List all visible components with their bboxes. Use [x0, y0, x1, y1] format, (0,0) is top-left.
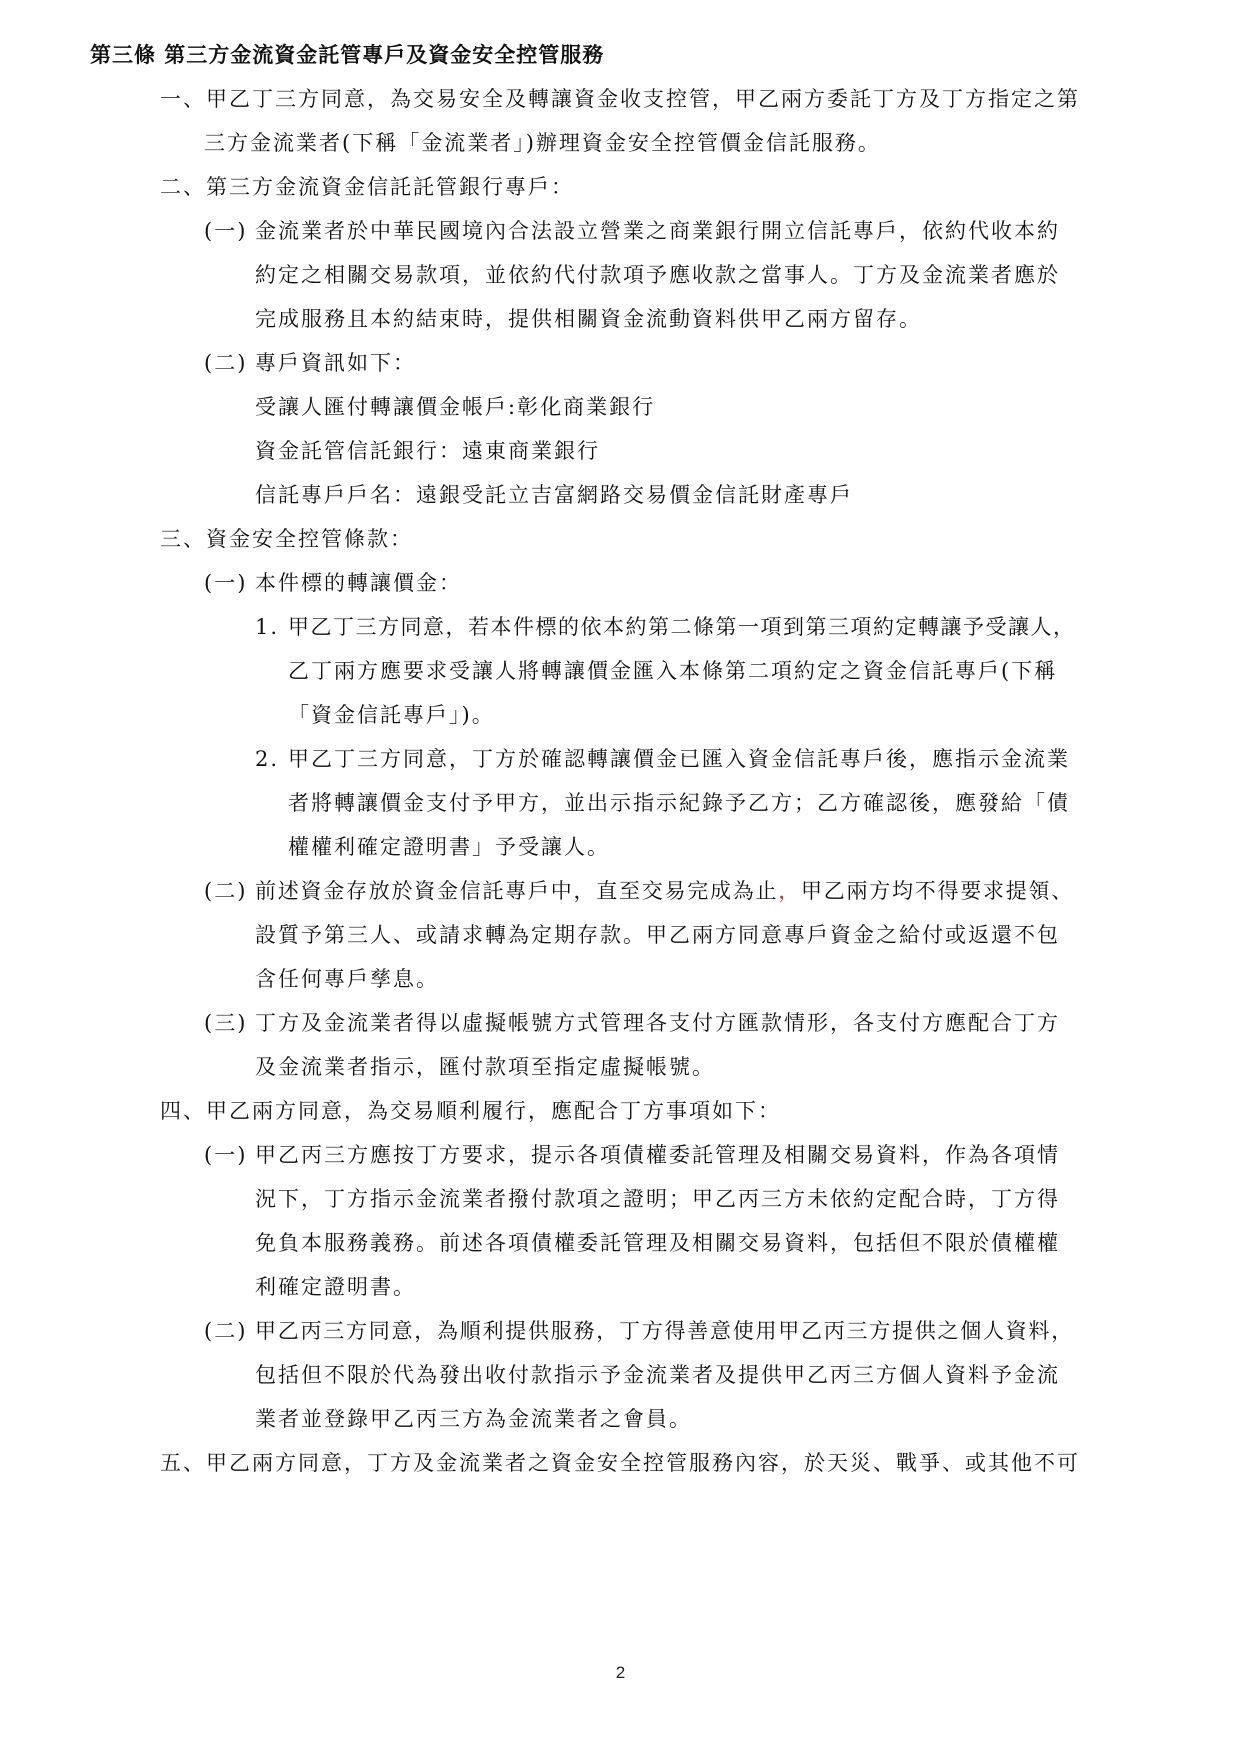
section-3-point-2-line-2: 者將轉讓價金支付予甲方，並出示指示紀錄予乙方；乙方確認後，應發給「債 — [288, 791, 1070, 815]
section-4-item-2-label: (二) — [204, 1319, 248, 1343]
section-3-item-3-label: (三) — [204, 1011, 248, 1035]
account-info-line-3: 信託專戶戶名：遠銀受託立吉富網路交易價金信託財產專戶 — [255, 483, 853, 507]
section-3-item-1-heading: 本件標的轉讓價金： — [255, 571, 462, 595]
section-2-heading: 二、第三方金流資金信託託管銀行專戶： — [160, 175, 574, 199]
section-3-item-2-line-1 — [255, 876, 1074, 906]
section-3-item-2-line-1-part-a: 前述資金存放於資金信託專戶中，直至交易完成為止 — [255, 879, 779, 903]
section-2-item-1-label: (一) — [204, 219, 248, 243]
section-3-item-2-line-2: 設質予第三人、或請求轉為定期存款。甲乙兩方同意專戶資金之給付或返還不包 — [255, 923, 1060, 947]
section-4-item-1-line-2: 況下，丁方指示金流業者撥付款項之證明；甲乙丙三方未依約定配合時，丁方得 — [255, 1187, 1060, 1211]
page-number: 2 — [615, 1663, 626, 1682]
section-1-line-1: 一、甲乙丁三方同意，為交易安全及轉讓資金收支控管，甲乙兩方委託丁方及丁方指定之第 — [160, 87, 1080, 111]
section-3-item-2-line-3: 含任何專戶孳息。 — [255, 967, 439, 991]
section-3-point-1-line-2: 乙丁兩方應要求受讓人將轉讓價金匯入本條第二項約定之資金信託專戶(下稱 — [288, 659, 1058, 683]
section-4-item-1-line-4: 利確定證明書。 — [255, 1275, 416, 1299]
article-title: 第三條 第三方金流資金託管專戶及資金安全控管服務 — [90, 43, 605, 67]
section-2-item-1-line-3: 完成服務且本約結束時，提供相關資金流動資料供甲乙兩方留存。 — [255, 307, 922, 331]
highlighted-comma: ， — [778, 879, 801, 903]
section-4-item-1-line-1: 甲乙丙三方應按丁方要求，提示各項債權委託管理及相關交易資料，作為各項情 — [255, 1143, 1060, 1167]
section-2-item-2-label: (二) — [204, 351, 248, 375]
section-3-item-2-line-1-part-b: 甲乙兩方均不得要求提領、 — [801, 879, 1074, 903]
section-3-point-1-number: 1. — [255, 615, 280, 639]
section-2-item-1-line-1: 金流業者於中華民國境內合法設立營業之商業銀行開立信託專戶，依約代收本約 — [255, 219, 1060, 243]
section-3-item-3-line-1: 丁方及金流業者得以虛擬帳號方式管理各支付方匯款情形，各支付方應配合丁方 — [255, 1011, 1060, 1035]
section-3-item-1-label: (一) — [204, 571, 248, 595]
section-2-item-2-heading: 專戶資訊如下： — [255, 351, 416, 375]
section-4-item-2-line-1: 甲乙丙三方同意，為順利提供服務，丁方得善意使用甲乙丙三方提供之個人資料， — [255, 1319, 1074, 1343]
section-3-heading: 三、資金安全控管條款： — [160, 527, 413, 551]
section-3-item-2-label: (二) — [204, 879, 248, 903]
section-2-item-1-line-2: 約定之相關交易款項，並依約代付款項予應收款之當事人。丁方及金流業者應於 — [255, 263, 1060, 287]
section-4-heading: 四、甲乙兩方同意，為交易順利履行，應配合丁方事項如下： — [160, 1099, 781, 1123]
section-5-line-1: 五、甲乙兩方同意，丁方及金流業者之資金安全控管服務內容，於天災、戰爭、或其他不可 — [160, 1451, 1080, 1475]
account-info-line-2: 資金託管信託銀行：遠東商業銀行 — [255, 439, 600, 463]
section-4-item-2-line-2: 包括但不限於代為發出收付款指示予金流業者及提供甲乙丙三方個人資料予金流 — [255, 1363, 1060, 1387]
section-1-line-2: 三方金流業者(下稱「金流業者」)辦理資金安全控管價金信託服務。 — [204, 131, 881, 155]
section-3-item-3-line-2: 及金流業者指示，匯付款項至指定虛擬帳號。 — [255, 1055, 715, 1079]
section-4-item-2-line-3: 業者並登錄甲乙丙三方為金流業者之會員。 — [255, 1407, 692, 1431]
section-3-point-2-line-3: 權權利確定證明書」予受讓人。 — [288, 835, 610, 859]
section-3-point-2-number: 2. — [255, 747, 280, 771]
section-3-point-1-line-1: 甲乙丁三方同意，若本件標的依本約第二條第一項到第三項約定轉讓予受讓人， — [288, 615, 1076, 639]
section-3-point-1-line-3: 「資金信託專戶」)。 — [288, 703, 495, 727]
account-info-line-1: 受讓人匯付轉讓價金帳戶:彰化商業銀行 — [255, 395, 656, 419]
section-4-item-1-line-3: 免負本服務義務。前述各項債權委託管理及相關交易資料，包括但不限於債權權 — [255, 1231, 1060, 1255]
section-3-point-2-line-1: 甲乙丁三方同意，丁方於確認轉讓價金已匯入資金信託專戶後，應指示金流業 — [288, 747, 1070, 771]
section-4-item-1-label: (一) — [204, 1143, 248, 1167]
